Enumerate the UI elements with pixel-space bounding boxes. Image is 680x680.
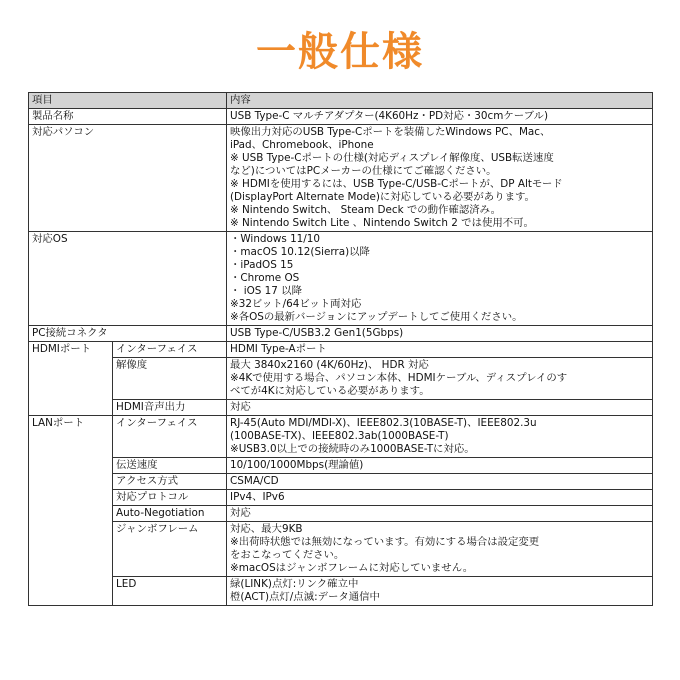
row-value — [227, 342, 653, 358]
sub-label: LED — [113, 577, 227, 606]
row-value — [227, 326, 653, 342]
value-line: iPad、Chromebook、iPhone — [230, 139, 374, 151]
row-label: 製品名称 — [29, 109, 227, 125]
table-row — [29, 506, 653, 522]
value-line: ※ HDMIを使用するには、USB Type-C/USB-Cポートが、DP Altモード — [230, 178, 563, 190]
value-line: ※ Nintendo Switch、 Steam Deck での動作確認済み。 — [230, 204, 502, 216]
value-line: (100BASE-TX)、IEEE802.3ab(1000BASE-T) — [230, 430, 449, 442]
page-title: 一般仕様 — [256, 29, 424, 75]
value-line: USB Type-C マルチアダプター(4K60Hz・PD対応・30cmケーブル) — [230, 110, 549, 122]
header-content: 内容 — [227, 93, 653, 109]
value-line: 10/100/1000Mbps(理論値) — [230, 459, 364, 471]
sub-label: インターフェイス — [113, 416, 227, 458]
table-row — [29, 400, 653, 416]
value-line: ※macOSはジャンボフレームに対応していません。 — [230, 562, 474, 574]
value-line: 対応 — [230, 507, 251, 519]
sub-label: ジャンボフレーム — [113, 522, 227, 577]
value-line: 橙(ACT)点灯/点滅:データ通信中 — [230, 591, 380, 603]
table-row — [29, 522, 653, 577]
table-row — [29, 474, 653, 490]
row-label: 対応パソコン — [29, 125, 227, 232]
value-line: ・iPadOS 15 — [230, 259, 294, 271]
value-line: など)についてはPCメーカーの仕様にてご確認ください。 — [230, 165, 497, 177]
value-line: USB Type-C/USB3.2 Gen1(5Gbps) — [230, 327, 404, 339]
value-line: ※各OSの最新バージョンにアップデートしてご使用ください。 — [230, 311, 523, 323]
value-line: ※32ビット/64ビット両対応 — [230, 298, 362, 310]
table-row — [29, 232, 653, 326]
value-line: をおこなってください。 — [230, 549, 345, 561]
sub-label: Auto-Negotiation — [113, 506, 227, 522]
row-value — [227, 125, 653, 232]
sub-label: インターフェイス — [113, 342, 227, 358]
row-value — [227, 358, 653, 400]
row-value — [227, 232, 653, 326]
group-label: LANポート — [29, 416, 113, 606]
table-row — [29, 109, 653, 125]
value-line: 対応、最大9KB — [230, 523, 303, 535]
value-line: ※ USB Type-Cポートの仕様(対応ディスプレイ解像度、USB転送速度 — [230, 152, 554, 164]
value-line: ※ Nintendo Switch Lite 、Nintendo Switch 2 では使用不可。 — [230, 217, 534, 229]
row-label: PC接続コネクタ — [29, 326, 227, 342]
row-value — [227, 474, 653, 490]
row-value — [227, 577, 653, 606]
table-row — [29, 326, 653, 342]
value-line: IPv4、IPv6 — [230, 491, 285, 503]
header-item: 項目 — [29, 93, 227, 109]
table-row — [29, 577, 653, 606]
table-header-row — [29, 93, 653, 109]
table-row — [29, 490, 653, 506]
row-value — [227, 458, 653, 474]
sub-label: アクセス方式 — [113, 474, 227, 490]
table-row — [29, 125, 653, 232]
value-line: べてが4Kに対応している必要があります。 — [230, 385, 430, 397]
sub-label: 対応プロトコル — [113, 490, 227, 506]
table-row — [29, 458, 653, 474]
spec-table — [28, 92, 653, 606]
group-label: HDMIポート — [29, 342, 113, 416]
value-line: ・Chrome OS — [230, 272, 300, 284]
sub-label: HDMI音声出力 — [113, 400, 227, 416]
row-value — [227, 490, 653, 506]
value-line: ・macOS 10.12(Sierra)以降 — [230, 246, 370, 258]
value-line: 最大 3840x2160 (4K/60Hz)、 HDR 対応 — [230, 359, 429, 371]
value-line: HDMI Type-Aポート — [230, 343, 327, 355]
value-line: ・ iOS 17 以降 — [230, 285, 302, 297]
value-line: ※USB3.0以上での接続時のみ1000BASE-Tに対応。 — [230, 443, 475, 455]
value-line: ※出荷時状態では無効になっています。有効にする場合は設定変更 — [230, 536, 540, 548]
table-row — [29, 416, 653, 458]
row-label: 対応OS — [29, 232, 227, 326]
value-line: ・Windows 11/10 — [230, 233, 321, 245]
value-line: (DisplayPort Alternate Mode)に対応している必要があります。 — [230, 191, 535, 203]
table-row — [29, 342, 653, 358]
value-line: ※4Kで使用する場合、パソコン本体、HDMIケーブル、ディスプレイのす — [230, 372, 568, 384]
value-line: CSMA/CD — [230, 475, 279, 487]
row-value — [227, 506, 653, 522]
sub-label: 伝送速度 — [113, 458, 227, 474]
row-value — [227, 109, 653, 125]
value-line: 緑(LINK)点灯:リンク確立中 — [230, 578, 359, 590]
row-value — [227, 416, 653, 458]
row-value — [227, 522, 653, 577]
sub-label: 解像度 — [113, 358, 227, 400]
value-line: RJ-45(Auto MDI/MDI-X)、IEEE802.3(10BASE-T)、IEEE802.3u — [230, 417, 537, 429]
row-value — [227, 400, 653, 416]
table-row — [29, 358, 653, 400]
value-line: 対応 — [230, 401, 251, 413]
value-line: 映像出力対応のUSB Type-Cポートを装備したWindows PC、Mac、 — [230, 126, 551, 138]
